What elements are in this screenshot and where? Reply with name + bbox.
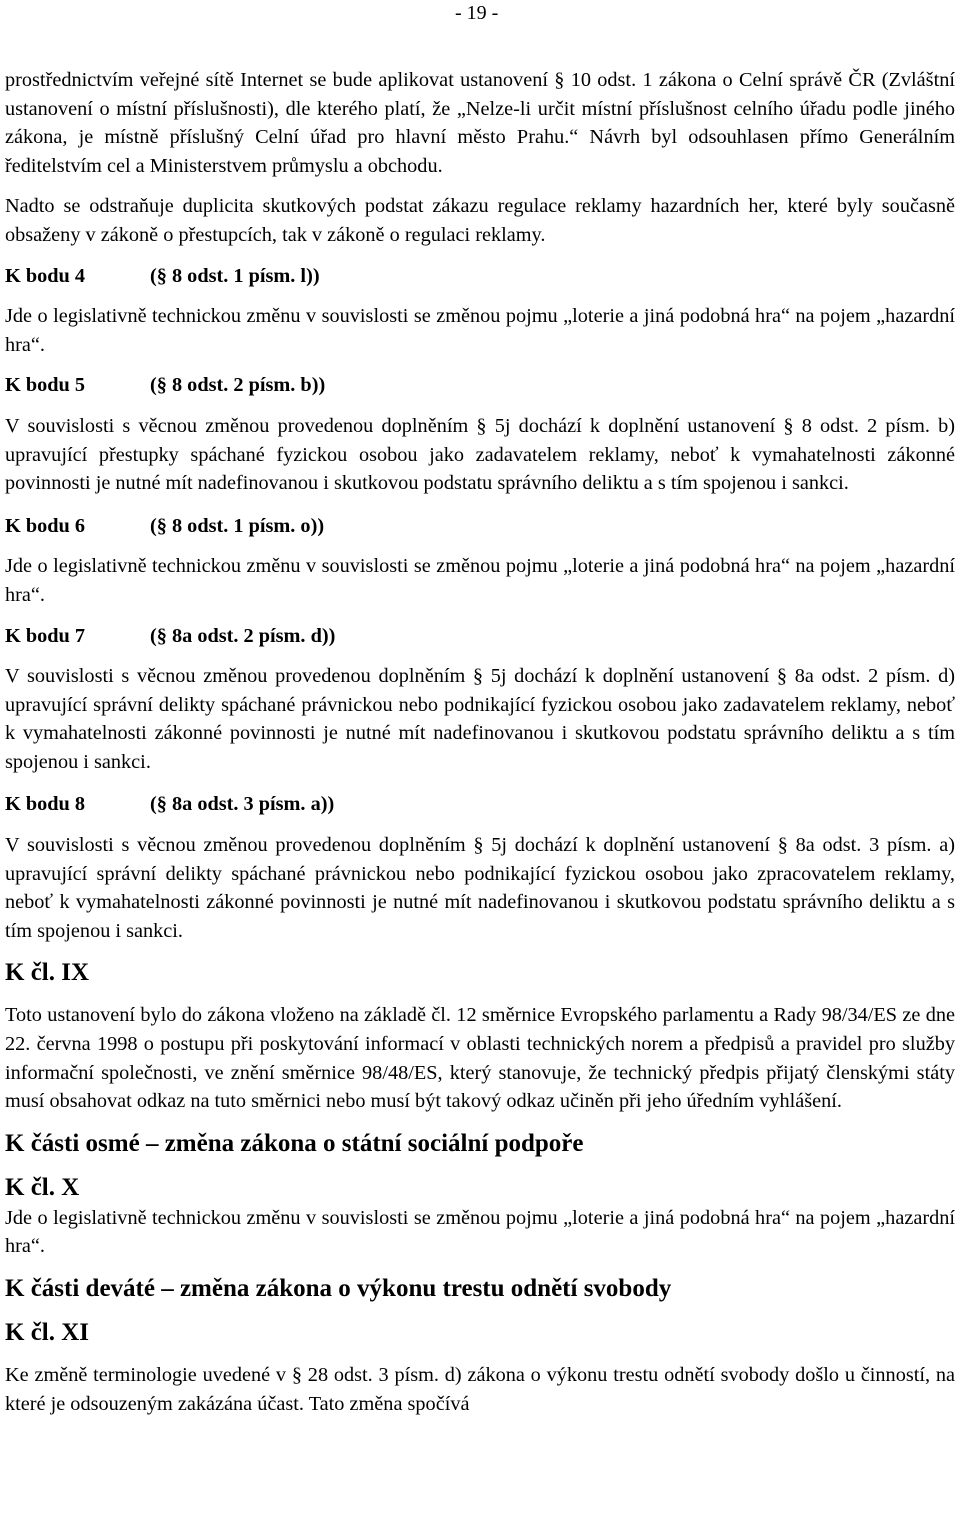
section-label: K bodu 4 [5,264,86,287]
paragraph-bod-4: Jde o legislativně technickou změnu v souvislosti se změnou pojmu „loterie a jiná podobná hra“ na pojem „hazardní hra“. [5,305,955,356]
article-heading-ix: K čl. IX [5,959,90,987]
paragraph-article-x: Jde o legislativně technickou změnu v souvislosti se změnou pojmu „loterie a jiná podobná hra“ na pojem „hazardní hra“. [5,1206,955,1258]
paragraph-article-xi: Ke změně terminologie uvedené v § 28 odst. 3 písm. d) zákona o výkonu trestu odnětí svobody došlo u činností, na které je odsouzeným zakázána účast. Tato změna spočívá [5,1364,955,1415]
section-heading-bod-7 [5,622,955,651]
section-label: K bodu 6 [5,514,86,537]
section-reference: (§ 8 odst. 2 písm. b)) [150,374,326,397]
article-heading-x: K čl. X [5,1173,80,1201]
section-label: K bodu 8 [5,793,86,816]
section-reference: (§ 8 odst. 1 písm. l)) [150,264,320,287]
page-number: - 19 - [455,2,499,24]
section-reference: (§ 8a odst. 2 písm. d)) [150,624,336,647]
section-reference: (§ 8 odst. 1 písm. o)) [150,514,325,537]
section-heading-bod-8 [5,790,955,819]
section-heading-bod-5 [5,371,955,400]
paragraph-bod-8: V souvislosti s věcnou změnou provedenou doplněním § 5j dochází k doplnění ustanovení § 8a odst. 3 písm. a) upravující správní delikty spáchané právnickou nebo podnikající fyzickou osobou jako zpracovatelem reklamy, neboť k vymahatelnosti zákonné povinnosti je nutné mít nadefinovanou i skutkovou podstatu správního deliktu a s tím spojenou i sankci. [5,834,955,942]
section-reference: (§ 8a odst. 3 písm. a)) [150,793,335,816]
document-body [5,66,955,1418]
part-heading-eight: K části osmé – změna zákona o státní sociální podpoře [5,1129,584,1157]
paragraph-article-ix: Toto ustanovení bylo do zákona vloženo na základě čl. 12 směrnice Evropského parlamentu a Rady 98/34/ES ze dne 22. června 1998 o postupu při poskytování informací v oblasti technických norem a předpisů a pravidel pro služby informační společnosti, ve znění směrnice 98/48/ES, který stanovuje, že technický předpis přijatý členskými státy musí obsahovat odkaz na tuto směrnici nebo musí být takový odkaz učiněn při jeho úředním vyhlášení. [5,1004,955,1113]
paragraph-bod-6: Jde o legislativně technickou změnu v souvislosti se změnou pojmu „loterie a jiná podobná hra“ na pojem „hazardní hra“. [5,555,955,606]
paragraph-bod-7: V souvislosti s věcnou změnou provedenou doplněním § 5j dochází k doplnění ustanovení § 8a odst. 2 písm. d) upravující správní delikty spáchané právnickou nebo podnikající fyzickou osobou jako zadavatelem reklamy, neboť k vymahatelnosti zákonné povinnosti je nutné mít nadefinovanou i skutkovou podstatu správního deliktu a s tím spojenou i sankci. [5,665,955,773]
part-heading-nine: K části deváté – změna zákona o výkonu trestu odnětí svobody [5,1275,672,1302]
paragraph-bod-5: V souvislosti s věcnou změnou provedenou doplněním § 5j dochází k doplnění ustanovení § 8 odst. 2 písm. b) upravující přestupky spáchané fyzickou osobou jako zadavatelem reklamy, neboť k vymahatelnosti zákonné povinnosti je nutné mít nadefinovanou i skutkovou podstatu správního deliktu a s tím spojenou i sankci. [5,414,955,495]
paragraph-duplicity: Nadto se odstraňuje duplicita skutkových podstat zákazu regulace reklamy hazardních her, které byly současně obsaženy v zákoně o přestupcích, tak v zákoně o regulaci reklamy. [5,195,955,246]
section-heading-bod-4 [5,262,955,291]
section-heading-bod-6 [5,512,955,541]
section-label: K bodu 5 [5,374,86,397]
article-heading-xi: K čl. XI [5,1319,90,1346]
section-label: K bodu 7 [5,624,86,647]
paragraph-internet-jurisdiction: prostřednictvím veřejné sítě Internet se bude aplikovat ustanovení § 10 odst. 1 zákona o Celní správě ČR (Zvláštní ustanovení o místní příslušnosti), dle kterého platí, že „Nelze-li určit místní příslušnost celního úřadu podle jiného zákona, je místně příslušný Celní úřad pro hlavní město Prahu.“ Návrh byl odsouhlasen přímo Generálním ředitelstvím cel a Ministerstvem průmyslu a obchodu. [5,69,955,177]
